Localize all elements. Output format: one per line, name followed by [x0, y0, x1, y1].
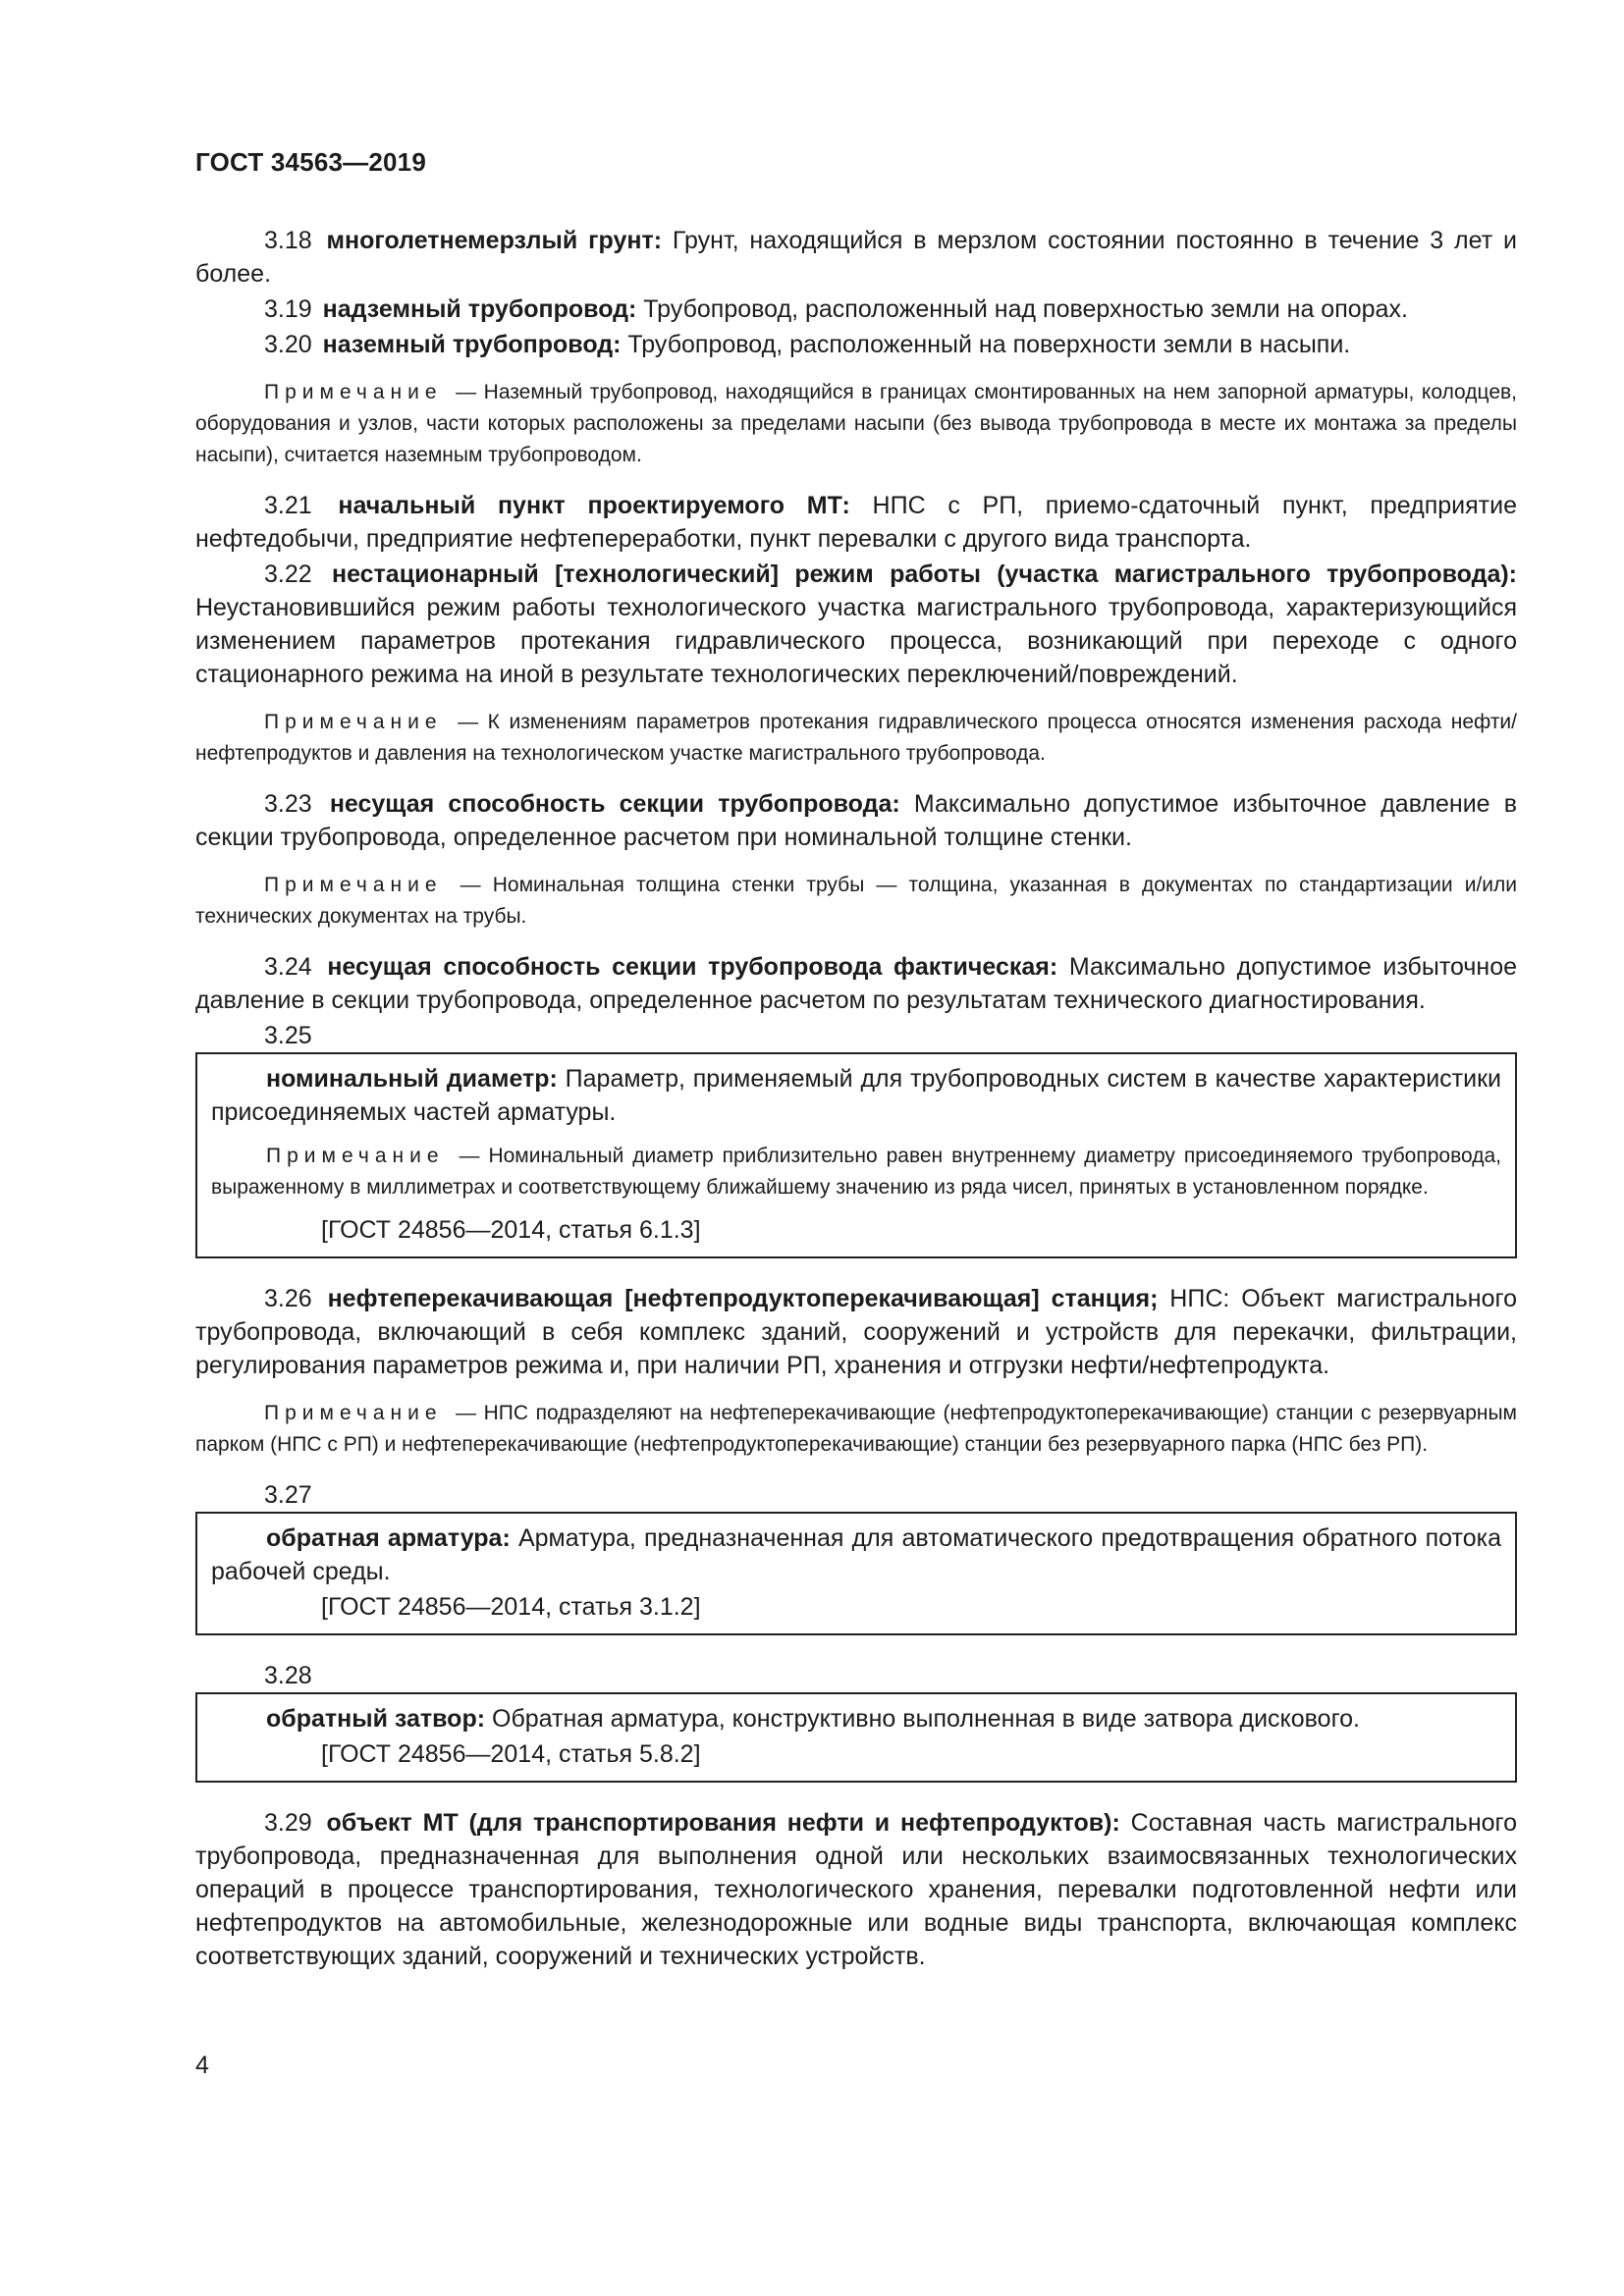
- note-label: Примечание: [264, 874, 443, 896]
- term-definition: НПС с РП, приемо-сдаточный пункт, предприятие нефтедобычи, предприятие нефтепереработки, пункт перевалки с другого вида транспорта.: [195, 492, 1517, 553]
- term-title: несущая способность секции трубопровода:: [329, 790, 900, 818]
- term-3-29: [195, 1806, 1517, 1973]
- term-3-27-box: [195, 1512, 1517, 1635]
- term-number: 3.18: [264, 227, 312, 254]
- note-text: — НПС подразделяют на нефтеперекачивающие (нефтепродуктоперекачивающие) станции с резервуарным парком (НПС с РП) и нефтеперекачивающие (нефтепродуктоперекачивающие) станции без резервуарного парка (НПС без РП).: [195, 1402, 1517, 1456]
- term-3-19: [195, 293, 1517, 326]
- page-number: 4: [195, 2052, 209, 2079]
- term-title: многолетнемерзлый грунт:: [326, 227, 663, 254]
- term-definition: Трубопровод, расположенный над поверхностью земли на опорах.: [636, 295, 1408, 323]
- term-abbreviation: НПС:: [1158, 1285, 1230, 1312]
- document-body: [195, 224, 1517, 1975]
- term-definition: Арматура, предназначенная для автоматического предотвращения обратного потока рабочей среды.: [211, 1524, 1502, 1585]
- term-definition: Неустановившийся режим работы технологического участка магистрального трубопровода, характеризующийся изменением параметров протекания гидравлического процесса, возникающий при переходе с одного стационарного режима на иной в результате технологических переключений/повреждений.: [195, 594, 1517, 688]
- term-definition: Обратная арматура, конструктивно выполненная в виде затвора дискового.: [485, 1705, 1361, 1733]
- term-number: 3.21: [264, 492, 312, 519]
- term-definition: Грунт, находящийся в мерзлом состоянии постоянно в течение 3 лет и более.: [195, 227, 1517, 288]
- term-definition: Трубопровод, расположенный на поверхности земли в насыпи.: [621, 331, 1351, 358]
- term-reference: [ГОСТ 24856—2014, статья 3.1.2]: [321, 1593, 701, 1621]
- term-definition: Максимально допустимое избыточное давление в секции трубопровода, определенное расчетом по результатам технического диагностирования.: [195, 953, 1517, 1014]
- note-text: — Наземный трубопровод, находящийся в границах смонтированных на нем запорной арматуры, колодцев, оборудования и узлов, части которых расположены за пределами насыпи (без вывода трубопровода в месте их монтажа за пределы насыпи), считается наземным трубопроводом.: [195, 381, 1517, 466]
- term-definition: Объект магистрального трубопровода, включающий в себя комплекс зданий, сооружений и устройств для перекачки, фильтрации, регулирования параметров режима и, при наличии РП, хранения и отгрузки нефти/нефтепродукта.: [195, 1285, 1517, 1379]
- term-3-20: [195, 328, 1517, 361]
- term-title: надземный трубопровод:: [322, 295, 637, 323]
- term-number: 3.19: [264, 295, 312, 323]
- note-label: Примечание: [264, 1402, 443, 1424]
- term-title: номинальный диаметр:: [266, 1065, 558, 1093]
- note-label: Примечание: [264, 381, 443, 403]
- term-3-21: [195, 489, 1517, 556]
- term-3-28-box: [195, 1692, 1517, 1783]
- term-3-26: [195, 1282, 1517, 1382]
- term-title: нестационарный [технологический] режим работы (участка магистрального трубопровода):: [331, 561, 1517, 588]
- term-number: 3.20: [264, 331, 312, 358]
- term-3-25-box: [195, 1052, 1517, 1258]
- note-text: — Номинальный диаметр приблизительно равен внутреннему диаметру присоединяемого трубопровода, выраженному в миллиметрах и соответствующему ближайшему значению из ряда чисел, принятых в установленном порядке.: [211, 1145, 1501, 1199]
- term-title: объект МТ (для транспортирования нефти и нефтепродуктов):: [326, 1809, 1120, 1837]
- note-3-23: [195, 870, 1517, 933]
- term-number: 3.24: [264, 953, 312, 981]
- term-3-28-number: 3.28: [264, 1662, 312, 1689]
- term-number: 3.22: [264, 561, 312, 588]
- term-title: обратная арматура:: [266, 1524, 511, 1552]
- term-3-25: [211, 1062, 1501, 1129]
- term-title: нефтеперекачивающая [нефтепродуктоперекачивающая] станция;: [327, 1285, 1159, 1312]
- note-3-25: [211, 1141, 1501, 1203]
- term-title: обратный затвор:: [266, 1705, 486, 1733]
- note-3-22: [195, 707, 1517, 770]
- term-title: наземный трубопровод:: [322, 331, 622, 358]
- term-number: 3.26: [264, 1285, 312, 1312]
- page-header: ГОСТ 34563—2019: [195, 147, 426, 177]
- note-3-20: [195, 377, 1517, 471]
- term-reference: [ГОСТ 24856—2014, статья 5.8.2]: [321, 1740, 701, 1768]
- term-3-27-number: 3.27: [264, 1481, 312, 1509]
- term-title: несущая способность секции трубопровода фактическая:: [327, 953, 1058, 981]
- note-text: — Номинальная толщина стенки трубы — толщина, указанная в документах по стандартизации и/или технических документах на трубы.: [195, 874, 1517, 928]
- term-definition: Составная часть магистрального трубопровода, предназначенная для выполнения одной или нескольких взаимосвязанных технологических операций в процессе транспортирования, технологического хранения, перевалки подготовленной нефти или нефтепродуктов на автомобильные, железнодорожные или водные виды транспорта, включающая комплекс соответствующих зданий, сооружений и технических устройств.: [195, 1809, 1517, 1970]
- term-title: начальный пункт проектируемого МТ:: [338, 492, 850, 519]
- term-3-28: [211, 1702, 1501, 1735]
- term-definition: Параметр, применяемый для трубопроводных систем в качестве характеристики присоединяемых частей арматуры.: [211, 1065, 1501, 1126]
- term-3-22: [195, 558, 1517, 691]
- term-3-27: [211, 1522, 1501, 1588]
- term-reference: [ГОСТ 24856—2014, статья 6.1.3]: [321, 1216, 701, 1244]
- note-label: Примечание: [264, 711, 443, 733]
- term-definition: Максимально допустимое избыточное давление в секции трубопровода, определенное расчетом при номинальной толщине стенки.: [195, 790, 1517, 851]
- note-3-26: [195, 1398, 1517, 1461]
- term-number: 3.29: [264, 1809, 312, 1837]
- note-label: Примечание: [266, 1145, 445, 1167]
- term-3-23: [195, 787, 1517, 854]
- term-3-18: [195, 224, 1517, 291]
- term-3-24: [195, 950, 1517, 1017]
- term-3-25-number: 3.25: [264, 1022, 312, 1049]
- note-text: — К изменениям параметров протекания гидравлического процесса относятся изменения расхода нефти/нефтепродуктов и давления на технологическом участке магистрального трубопровода.: [195, 711, 1517, 765]
- term-number: 3.23: [264, 790, 312, 818]
